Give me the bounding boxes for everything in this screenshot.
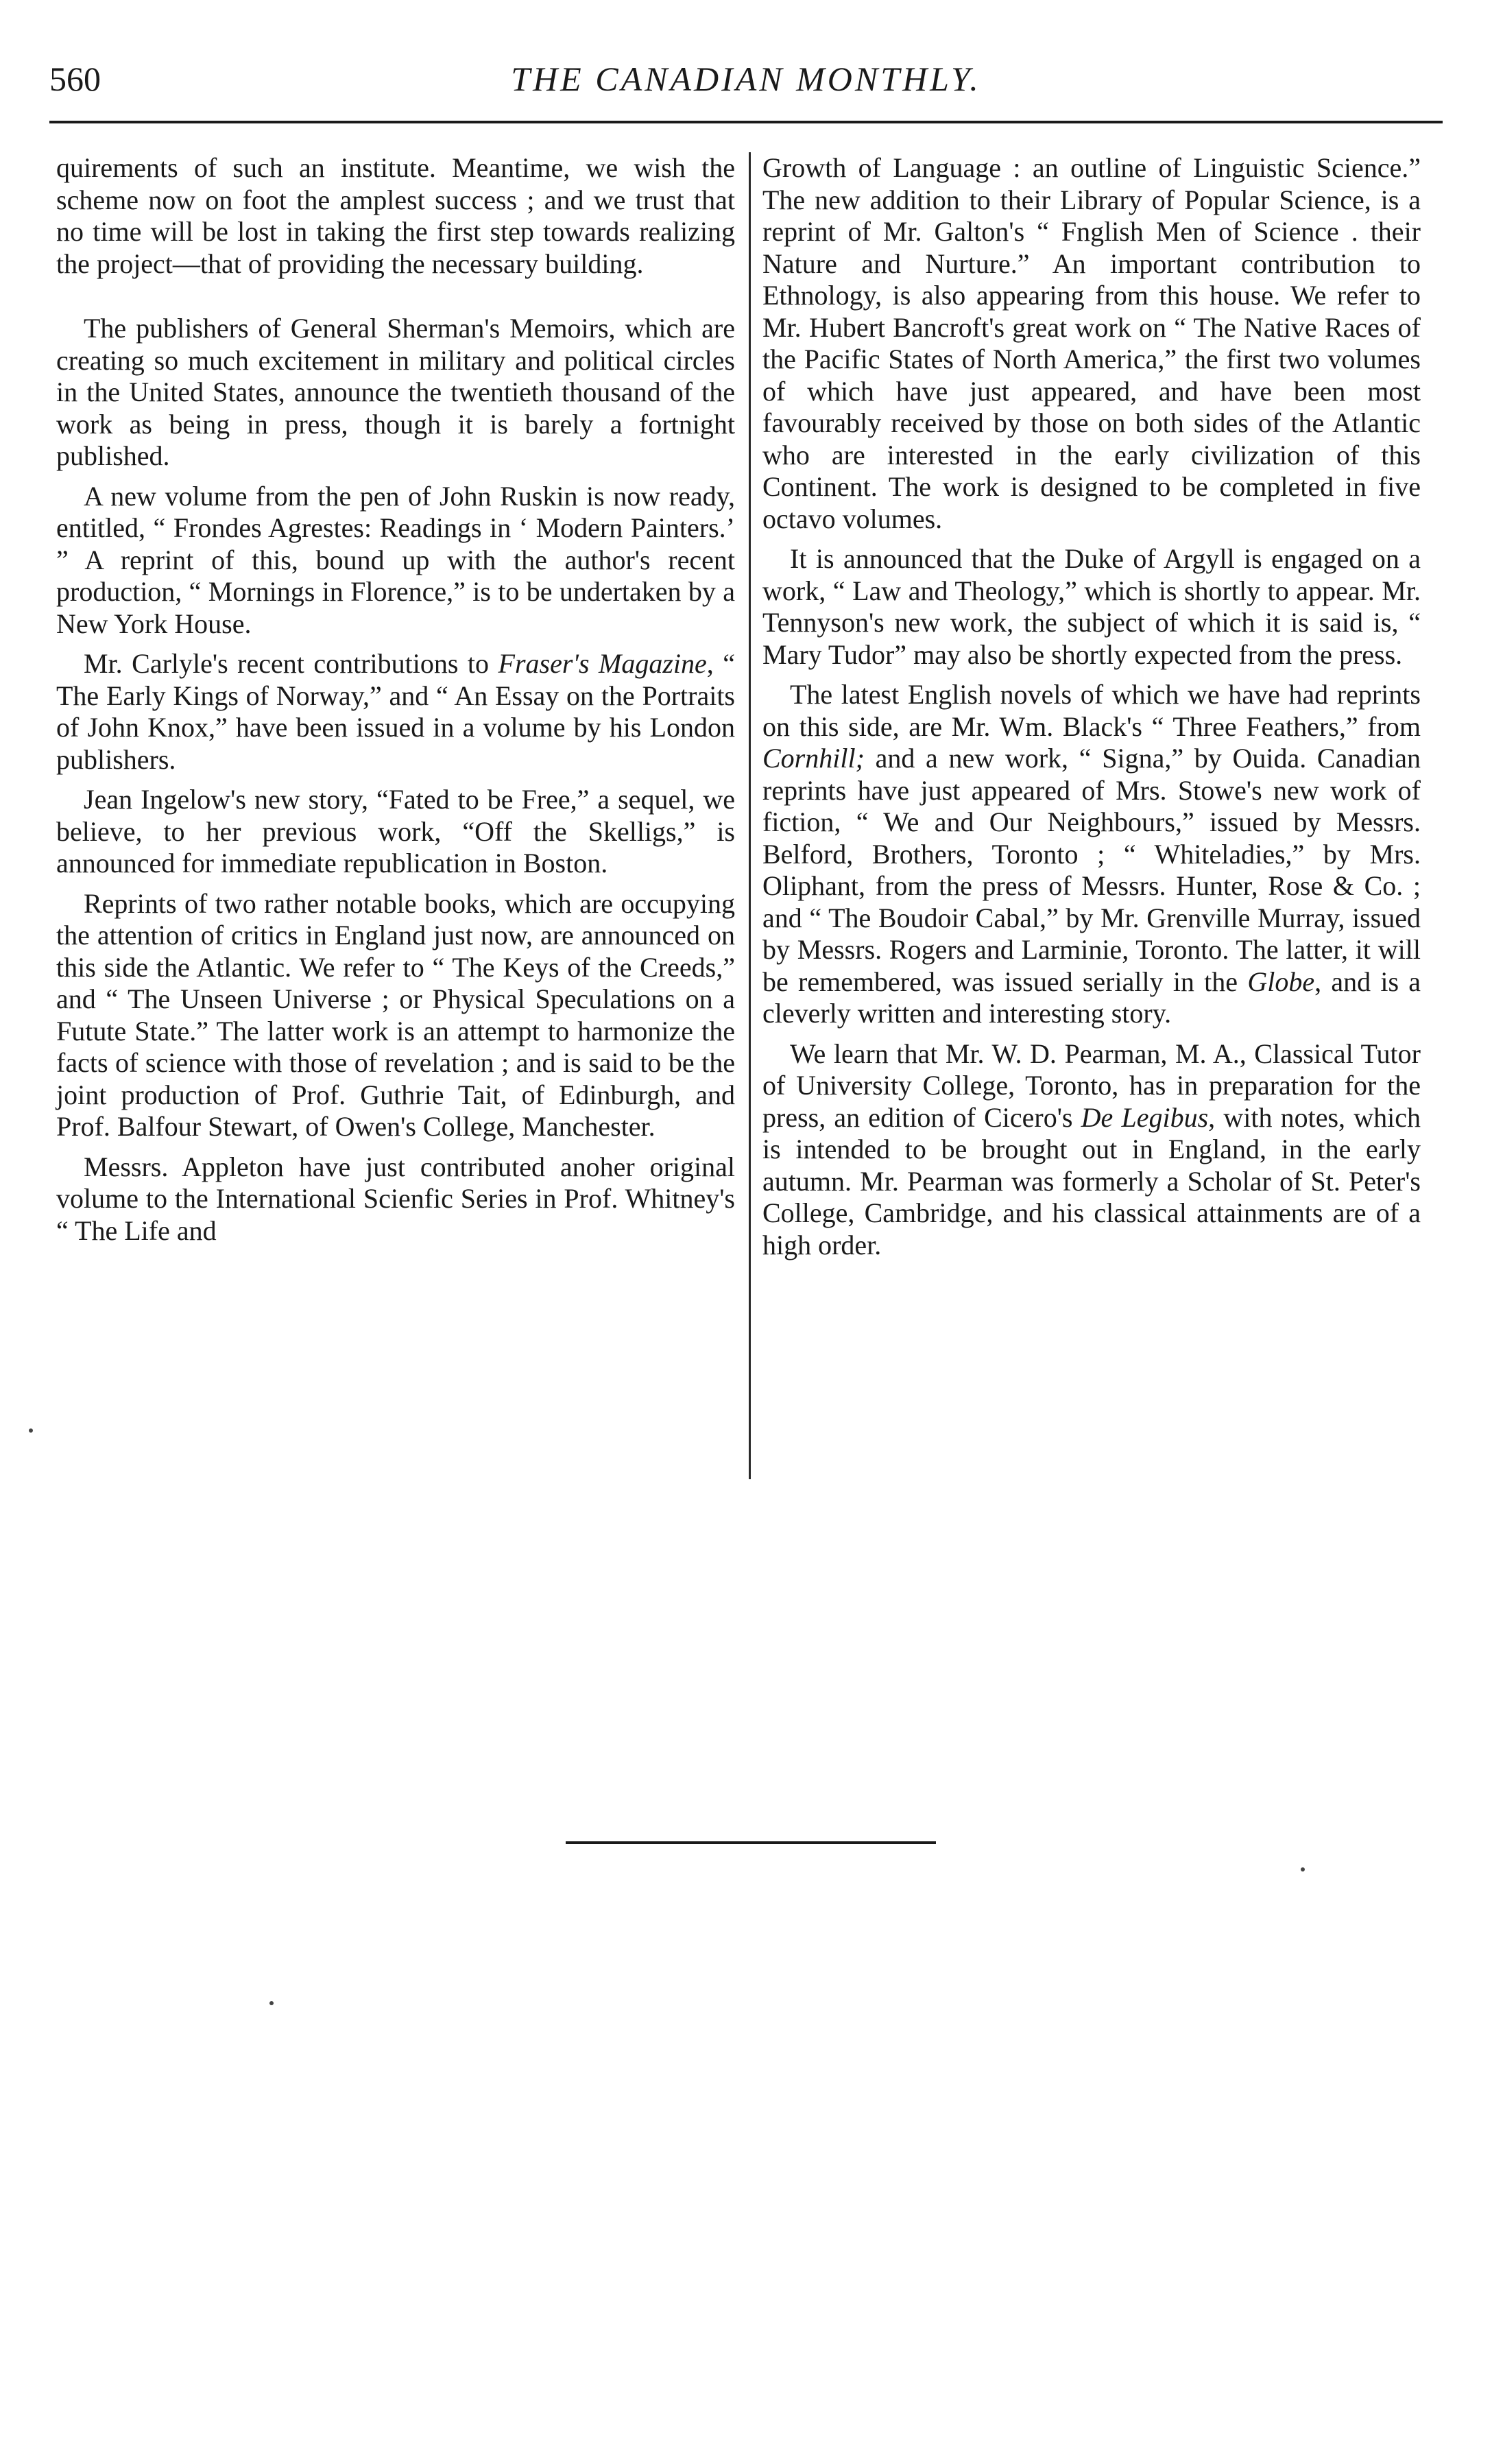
paragraph-argyll-tennyson: It is announced that the Duke of Argyll is engaged on a work, “ Law and Theology,” which is shortly to appear. Mr. Tennyson's new work, the subject of which it is said is, “ Mary Tudor” may also be shortly expected from the press. bbox=[762, 543, 1421, 670]
text-run: Mr. Carlyle's recent contributions to bbox=[84, 648, 498, 679]
print-speck bbox=[29, 1428, 33, 1433]
paragraph-ruskin: A new volume from the pen of John Ruskin is now ready, entitled, “ Frondes Agrestes: Readings in ‘ Modern Painters.’ ” A reprint of this, bound up with the author's recent production, “ Mornings in Florence,” is to be undertaken by a New York House. bbox=[56, 480, 735, 639]
header-rule bbox=[49, 121, 1443, 123]
left-column bbox=[56, 152, 735, 1247]
text-run: The latest English novels of which we have had reprints on this side, are Mr. Wm. Black's “ Three Feathers,” from bbox=[762, 679, 1421, 742]
text-run: We learn that Mr. W. D. Pearman, M. A., Classical Tutor of University College, Toronto, has in preparation for the press, an edition of Cicero's bbox=[762, 1038, 1421, 1133]
italic-title: Fraser's Magazine bbox=[498, 648, 707, 679]
italic-title: De Legibus bbox=[1081, 1101, 1209, 1133]
page-number: 560 bbox=[49, 60, 101, 98]
paragraph-reprints-notable-books: Reprints of two rather notable books, which are occupying the attention of critics in England just now, are announced on this side the Atlantic. We refer to “ The Keys of the Creeds,” and “ The Unseen Universe ; or Physical Speculations on a Futute State.” The latter work is an attempt to harmonize the facts of science with those of revelation ; and is said to be the joint production of Prof. Guthrie Tait, of Edinburgh, and Prof. Balfour Stewart, of Owen's College, Manchester. bbox=[56, 887, 735, 1142]
running-title: THE CANADIAN MONTHLY. bbox=[511, 60, 981, 98]
paragraph-appleton: Messrs. Appleton have just contributed anoher original volume to the International Scienfic Series in Prof. Whitney's “ The Life and bbox=[56, 1151, 735, 1246]
end-rule bbox=[566, 1841, 936, 1844]
column-divider bbox=[749, 152, 751, 1479]
print-speck bbox=[269, 2001, 274, 2005]
paragraph-ingelow: Jean Ingelow's new story, “Fated to be Free,” a sequel, we believe, to her previous work, “Off the Skelligs,” is announced for immediate republication in Boston. bbox=[56, 784, 735, 878]
italic-title: Cornhill; bbox=[762, 743, 865, 774]
paragraph-carlyle bbox=[56, 648, 735, 776]
paragraph-appleton-continuation: Growth of Language : an outline of Linguistic Science.” The new addition to their Library of Popular Science, is a reprint of Mr. Galton's “ Fnglish Men of Science . their Nature and Nurture.” An important contribution to Ethnology, is also appearing from this house. We refer to Mr. Hubert Bancroft's great work on “ The Native Races of the Pacific States of North America,” the first two volumes of which have just appeared, and have been most favourably received by those on both sides of the Atlantic who are interested in the early civilization of this Continent. The work is designed to be completed in five octavo volumes. bbox=[762, 152, 1421, 534]
paragraph-english-novels bbox=[762, 679, 1421, 1030]
text-run: and a new work, “ Signa,” by Ouida. Canadian reprints have just appeared of Mrs. Stowe's new work of fiction, “ We and Our Neighbours,” issued by Messrs. Belford, Brothers, Toronto ; “ Whiteladies,” by Mrs. Oliphant, from the press of Messrs. Hunter, Rose & Co. ; and “ The Boudoir Cabal,” by Mr. Grenville Murray, issued by Messrs. Rogers and Larminie, Toronto. The latter, it will be remembered, was issued serially in the bbox=[762, 743, 1421, 997]
paragraph-sherman-memoirs: The publishers of General Sherman's Memoirs, which are creating so much excitement in military and political circles in the United States, announce the twentieth thousand of the work as being in press, though it is barely a fortnight published. bbox=[56, 313, 735, 471]
italic-title: Globe bbox=[1247, 966, 1315, 997]
page-header bbox=[49, 27, 1443, 103]
print-speck bbox=[1301, 1867, 1305, 1871]
right-column bbox=[762, 152, 1421, 1261]
text-run: , with notes, which is intended to be brought out in England, in the early autumn. Mr. Pearman was formerly a Scholar of St. Peter's College, Cambridge, and his classical attainments are of a high order. bbox=[762, 1101, 1421, 1260]
paragraph-pearman bbox=[762, 1038, 1421, 1262]
paragraph-institute-continuation: quirements of such an institute. Meantime, we wish the scheme now on foot the amplest success ; and we trust that no time will be lost in taking the first step towards realizing the project—that of providing the necessary building. bbox=[56, 152, 735, 279]
text-run: , “ The Early Kings of Norway,” and “ An Essay on the Portraits of John Knox,” have been issued in a volume by his London publishers. bbox=[56, 648, 736, 775]
text-run: , and is a cleverly written and interesting story. bbox=[762, 966, 1421, 1029]
